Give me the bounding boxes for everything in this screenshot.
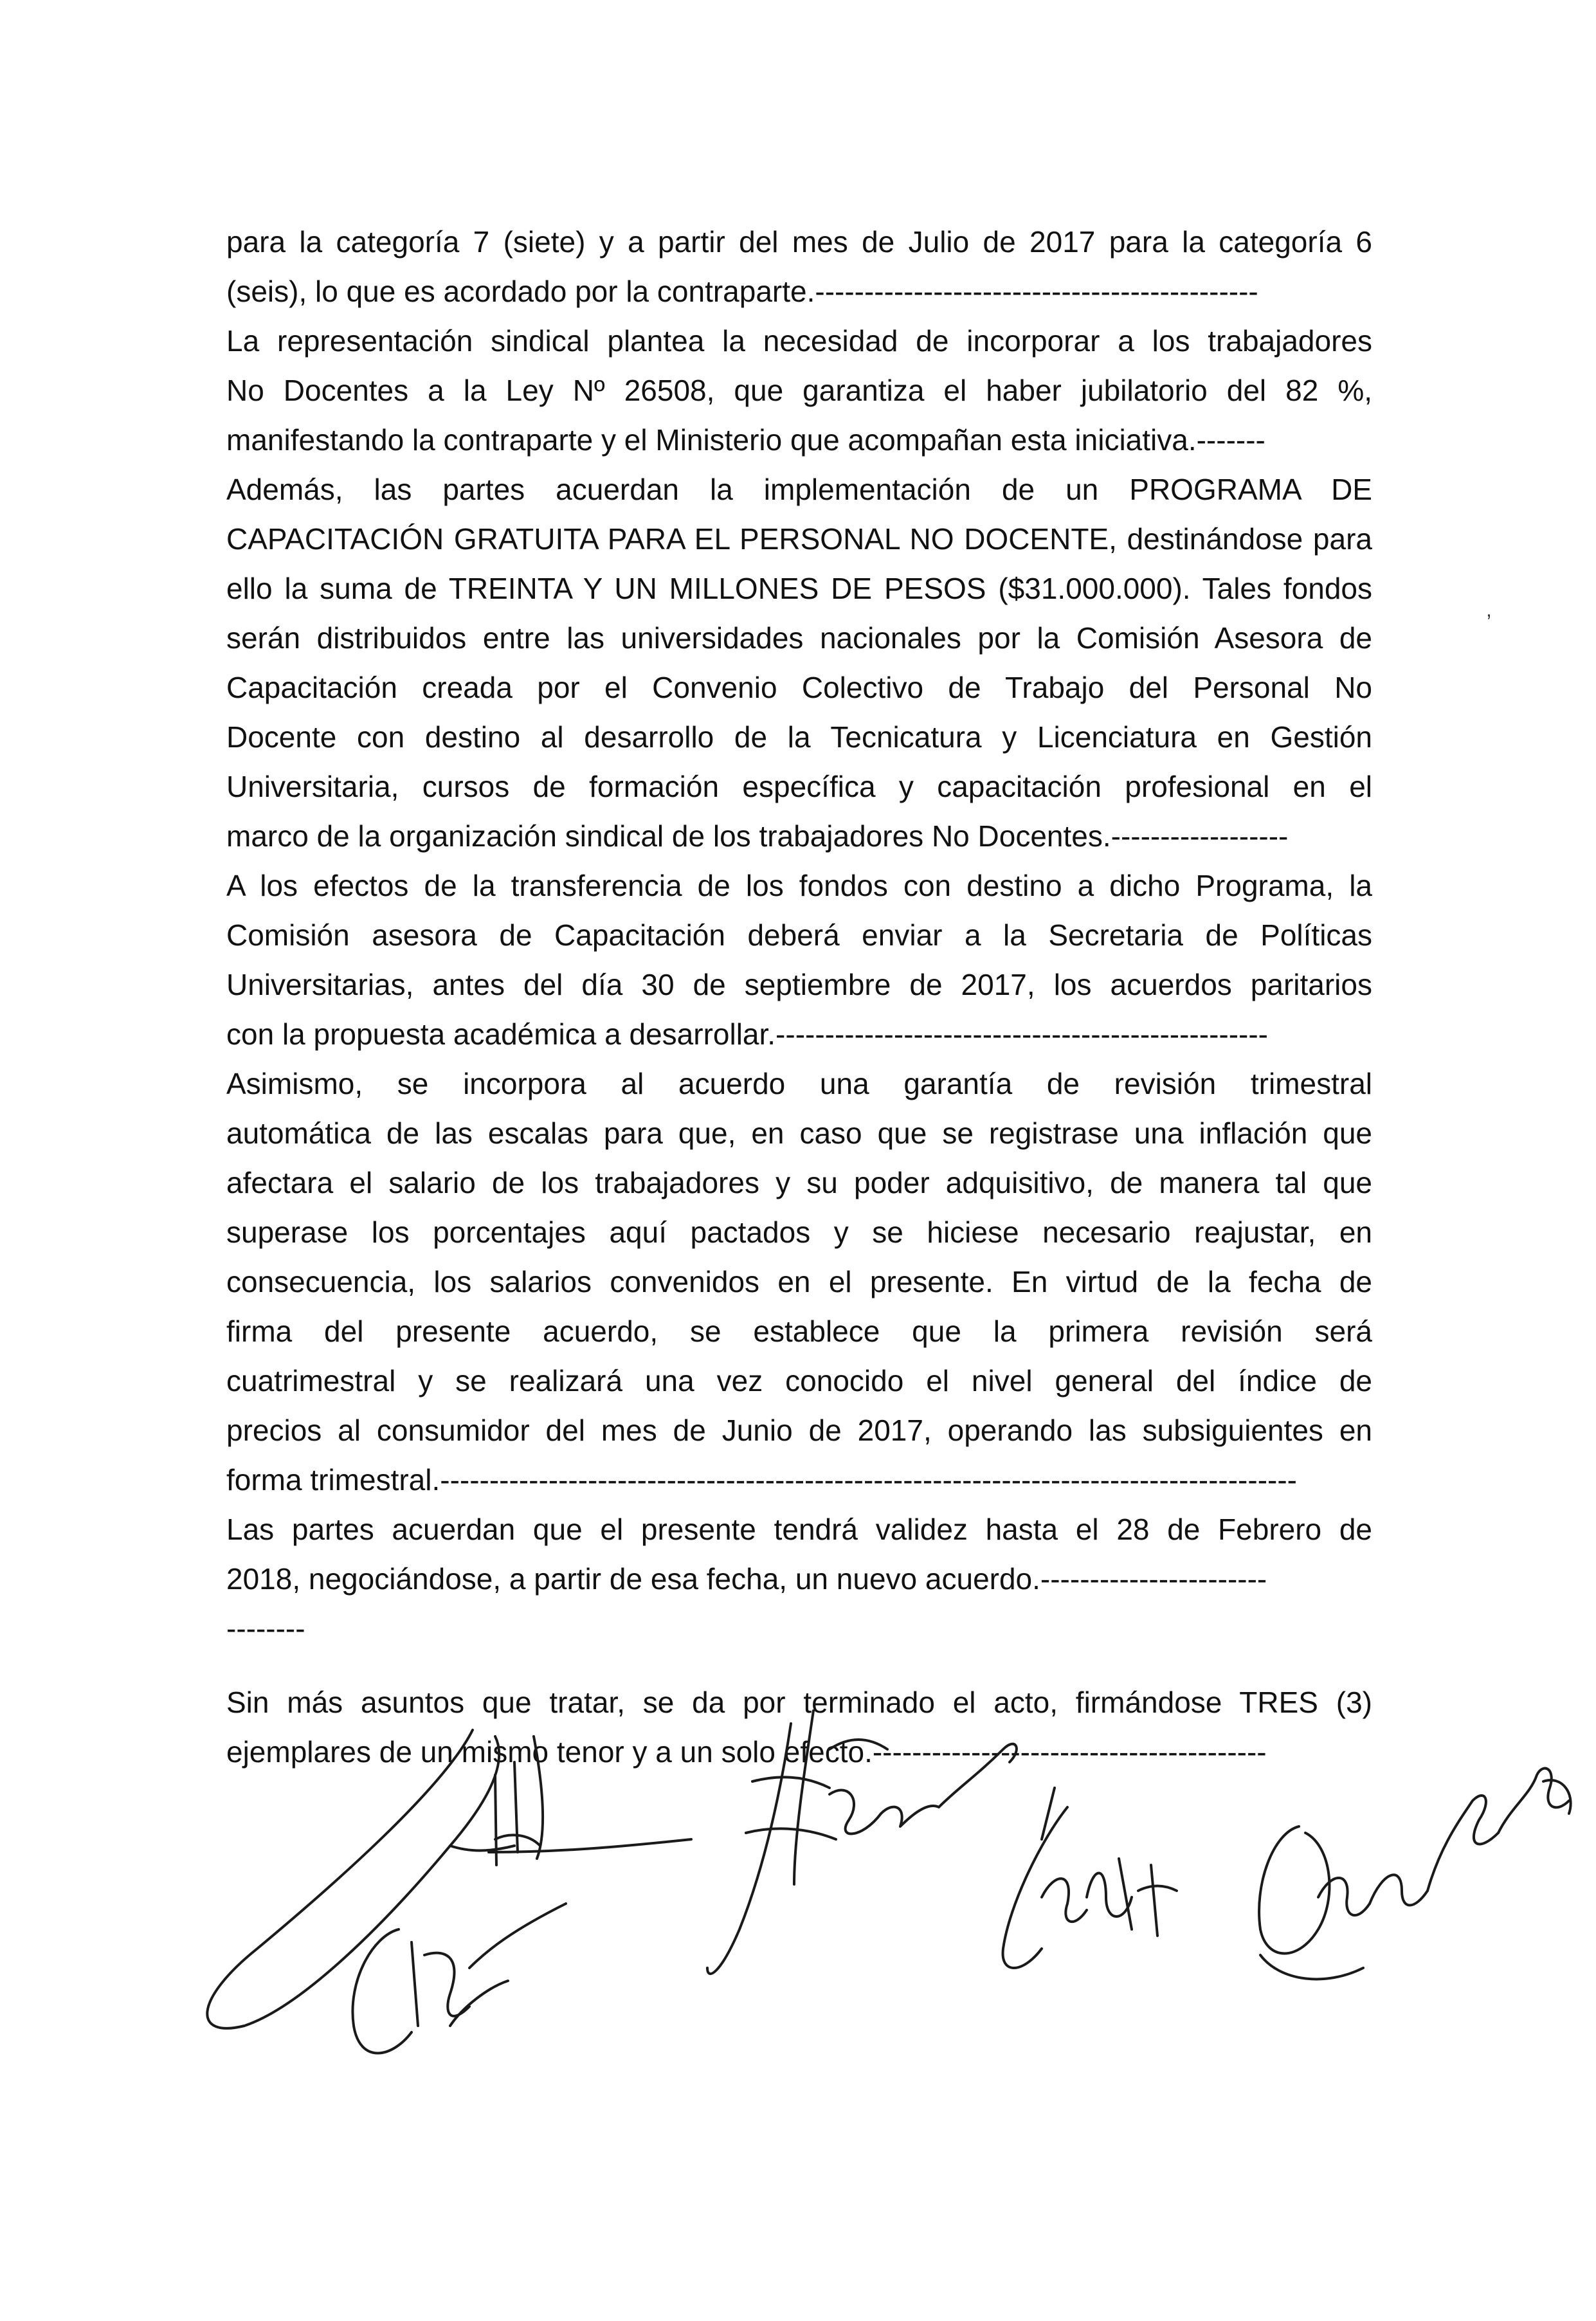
signature-4 [1003, 1788, 1177, 1968]
text-line-31: ejemplares de un mismo tenor y a un solo efecto.---------------------------------------- [226, 1735, 1267, 1769]
paragraph-gap [226, 1653, 1372, 1678]
text-line-22: consecuencia, los salarios convenidos en el presente. En virtud de la fecha de [226, 1265, 1372, 1298]
text-line-26: forma trimestral.--------------------------------------------------------------------------------------- [226, 1463, 1297, 1497]
text-line-16: Universitarias, antes del día 30 de septiembre de 2017, los acuerdos paritarios [226, 968, 1372, 1001]
text-line-1: para la categoría 7 (siete) y a partir del mes de Julio de 2017 para la categoría 6 [226, 225, 1372, 259]
text-line-27: Las partes acuerdan que el presente tendrá validez hasta el 28 de Febrero de [226, 1513, 1372, 1546]
text-line-10: Capacitación creada por el Convenio Colectivo de Trabajo del Personal No [226, 671, 1372, 704]
text-line-9: serán distribuidos entre las universidades nacionales por la Comisión Asesora de [226, 621, 1372, 655]
signature-2 [352, 1904, 566, 2053]
text-line-28: 2018, negociándose, a partir de esa fecha, un nuevo acuerdo.----------------------- [226, 1562, 1267, 1596]
text-line-19: automática de las escalas para que, en caso que se registrase una inflación que [226, 1116, 1372, 1150]
text-line-12: Universitaria, cursos de formación específica y capacitación profesional en el [226, 770, 1372, 803]
stray-pen-mark: ʼ [1487, 611, 1492, 634]
text-line-30: Sin más asuntos que tratar, se da por terminado el acto, firmándose TRES (3) [226, 1686, 1372, 1719]
text-line-7: CAPACITACIÓN GRATUITA PARA EL PERSONAL NO DOCENTE, destinándose para [226, 522, 1372, 556]
text-line-6: Además, las partes acuerdan la implementación de un PROGRAMA DE [226, 473, 1372, 506]
text-line-3: La representación sindical plantea la necesidad de incorporar a los trabajadores [226, 324, 1372, 358]
text-line-11: Docente con destino al desarrollo de la Tecnicatura y Licenciatura en Gestión [226, 720, 1372, 754]
text-line-2: (seis), lo que es acordado por la contraparte.--------------------------------------------- [226, 275, 1258, 308]
text-line-24: cuatrimestral y se realizará una vez conocido el nivel general del índice de [226, 1364, 1372, 1397]
text-line-18: Asimismo, se incorpora al acuerdo una garantía de revisión trimestral [226, 1067, 1372, 1100]
text-line-8: ello la suma de TREINTA Y UN MILLONES DE PESOS ($31.000.000). Tales fondos [226, 572, 1372, 605]
text-line-15: Comisión asesora de Capacitación deberá enviar a la Secretaria de Políticas [226, 918, 1372, 952]
signature-5 [1259, 1769, 1571, 1980]
text-line-20: afectara el salario de los trabajadores y su poder adquisitivo, de manera tal que [226, 1166, 1372, 1199]
text-line-4: No Docentes a la Ley Nº 26508, que garantiza el haber jubilatorio del 82 %, [226, 374, 1372, 407]
document-body [226, 217, 1372, 1777]
text-line-29: -------- [226, 1612, 305, 1645]
text-line-23: firma del presente acuerdo, se establece que la primera revisión será [226, 1315, 1372, 1348]
text-line-13: marco de la organización sindical de los trabajadores No Docentes.------------------ [226, 819, 1289, 853]
text-line-21: superase los porcentajes aquí pactados y se hiciese necesario reajustar, en [226, 1215, 1372, 1249]
text-line-25: precios al consumidor del mes de Junio de 2017, operando las subsiguientes en [226, 1414, 1372, 1447]
text-line-5: manifestando la contraparte y el Ministerio que acompañan esta iniciativa.------- [226, 423, 1265, 457]
text-line-17: con la propuesta académica a desarrollar.-------------------------------------------------- [226, 1017, 1268, 1051]
text-line-14: A los efectos de la transferencia de los fondos con destino a dicho Programa, la [226, 869, 1372, 902]
